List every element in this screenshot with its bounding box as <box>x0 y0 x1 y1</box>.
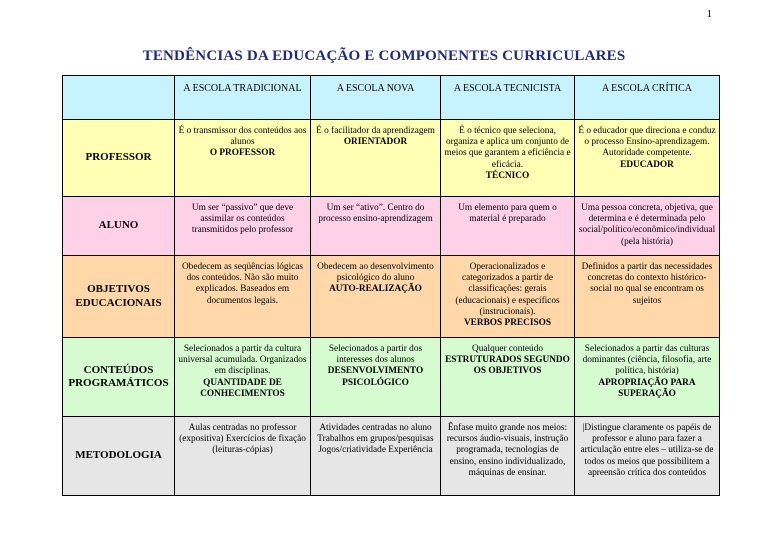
cell-objetivos-tecnicista <box>441 256 575 338</box>
row-label-conteudos: CONTEÚDOS PROGRAMÁTICOS <box>63 338 175 417</box>
cell-emphasis: ESTRUTURADOS SEGUNDO OS OBJETIVOS <box>445 355 570 377</box>
cell-text: É o facilitador da aprendizagem <box>316 126 435 136</box>
cell-aluno-critica <box>575 197 720 256</box>
cell-text: Ênfase muito grande nos meios: recursos áudio-visuais, instrução programada, tecnologias de ensino, ensino individualizado, máquinas de ensinar. <box>446 423 569 478</box>
cell-emphasis: AUTO-REALIZAÇÃO <box>329 284 422 295</box>
cell-metodologia-critica <box>575 417 720 496</box>
cell-text: Obedecem as seqüências lógicas dos conteúdos. Não são muito explicados. Baseados em documentos legais. <box>181 262 304 306</box>
row-label-aluno: ALUNO <box>63 197 175 256</box>
cell-text: Uma pessoa concreta, objetiva, que determina e é determinada pelo social/político/econômico/individual (pela história) <box>578 203 716 247</box>
header-escola-critica: A ESCOLA CRÍTICA <box>575 76 720 120</box>
cell-text: Selecionados a partir dos interesses dos alunos <box>328 344 423 366</box>
cell-metodologia-tradicional <box>175 417 311 496</box>
cell-text: Um ser “passivo” que deve assimilar os conteúdos transmitidos pelo professor <box>191 203 294 236</box>
document-title: TENDÊNCIAS DA EDUCAÇÃO E COMPONENTES CURRICULARES <box>142 48 626 64</box>
cell-emphasis: QUANTIDADE DE CONHECIMENTOS <box>200 377 285 399</box>
cell-text: Atividades centradas no aluno Trabalhos em grupos/pesquisas Jogos/criatividade Experiência <box>317 423 434 456</box>
table-row-conteudos <box>63 338 720 417</box>
cell-text: Selecionados a partir da cultura universal acumulada. Organizados em disciplinas. <box>178 344 307 377</box>
page-number: 1 <box>706 8 712 20</box>
cell-emphasis: TÉCNICO <box>485 170 530 181</box>
cell-emphasis: EDUCADOR <box>620 159 674 170</box>
cell-emphasis: VERBOS PRECISOS <box>463 318 552 329</box>
cell-text: Selecionados a partir das culturas dominantes (ciência, filosofia, arte política, história) <box>582 344 712 377</box>
cell-conteudos-critica <box>575 338 720 417</box>
cell-conteudos-tecnicista <box>441 338 575 417</box>
cell-text: Obedecem ao desenvolvimento psicológico do aluno <box>317 262 434 284</box>
cell-text: Um elemento para quem o material é preparado <box>458 203 557 225</box>
cell-text: É o transmissor dos conteúdos aos alunos <box>178 126 307 148</box>
row-label-professor: PROFESSOR <box>63 120 175 197</box>
cell-emphasis: O PROFESSOR <box>209 148 276 159</box>
cell-professor-nova <box>311 120 441 197</box>
curriculum-table <box>62 75 720 496</box>
table-row-objetivos <box>63 256 720 338</box>
cell-text: Um ser “ativo”. Centro do processo ensino-aprendizagem <box>318 203 433 225</box>
cell-text: |Distingue claramente os papéis de professor e aluno para fazer a articulação entre eles – utiliza-se de todos os meios que possibilitem a apreensão crítica dos conteúdos <box>580 423 714 478</box>
table-row-professor <box>63 120 720 197</box>
cell-professor-critica <box>575 120 720 197</box>
cell-aluno-nova <box>311 197 441 256</box>
cell-text: Qualquer conteúdo <box>472 344 543 354</box>
table-header-row <box>63 76 720 120</box>
cell-objetivos-critica <box>575 256 720 338</box>
cell-metodologia-nova <box>311 417 441 496</box>
header-corner-cell <box>63 76 175 120</box>
cell-emphasis: ORIENTADOR <box>343 137 408 148</box>
cell-aluno-tecnicista <box>441 197 575 256</box>
table-row-aluno <box>63 197 720 256</box>
cell-emphasis: DESENVOLVIMENTO PSICOLÓGICO <box>327 366 424 388</box>
cell-aluno-tradicional <box>175 197 311 256</box>
cell-conteudos-tradicional <box>175 338 311 417</box>
cell-text: É o técnico que seleciona, organiza e aplica um conjunto de meios que garantem a eficiência e eficácia. <box>444 126 571 170</box>
cell-emphasis: APROPRIAÇÃO PARA SUPERAÇÃO <box>598 377 696 399</box>
cell-text: Definidos a partir das necessidades concretas do contexto histórico-social no qual se encontram os sujeitos <box>581 262 713 306</box>
cell-professor-tradicional <box>175 120 311 197</box>
header-escola-tradicional: A ESCOLA TRADICIONAL <box>175 76 311 120</box>
cell-metodologia-tecnicista <box>441 417 575 496</box>
cell-objetivos-nova <box>311 256 441 338</box>
row-label-objetivos: OBJETIVOS EDUCACIONAIS <box>63 256 175 338</box>
cell-conteudos-nova <box>311 338 441 417</box>
cell-text: É o educador que direciona e conduz o processo Ensino-aprendizagem. Autoridade competente. <box>578 126 716 159</box>
table-row-metodologia <box>63 417 720 496</box>
cell-objetivos-tradicional <box>175 256 311 338</box>
cell-text: Aulas centradas no professor (expositiva) Exercícios de fixação (leituras-cópias) <box>179 423 306 456</box>
header-escola-nova: A ESCOLA NOVA <box>311 76 441 120</box>
cell-text: Operacionalizados e categorizados a partir de classificações: gerais (educacionais) e específicos (instrucionais). <box>455 262 560 317</box>
header-escola-tecnicista: A ESCOLA TECNICISTA <box>441 76 575 120</box>
cell-professor-tecnicista <box>441 120 575 197</box>
row-label-metodologia: METODOLOGIA <box>63 417 175 496</box>
